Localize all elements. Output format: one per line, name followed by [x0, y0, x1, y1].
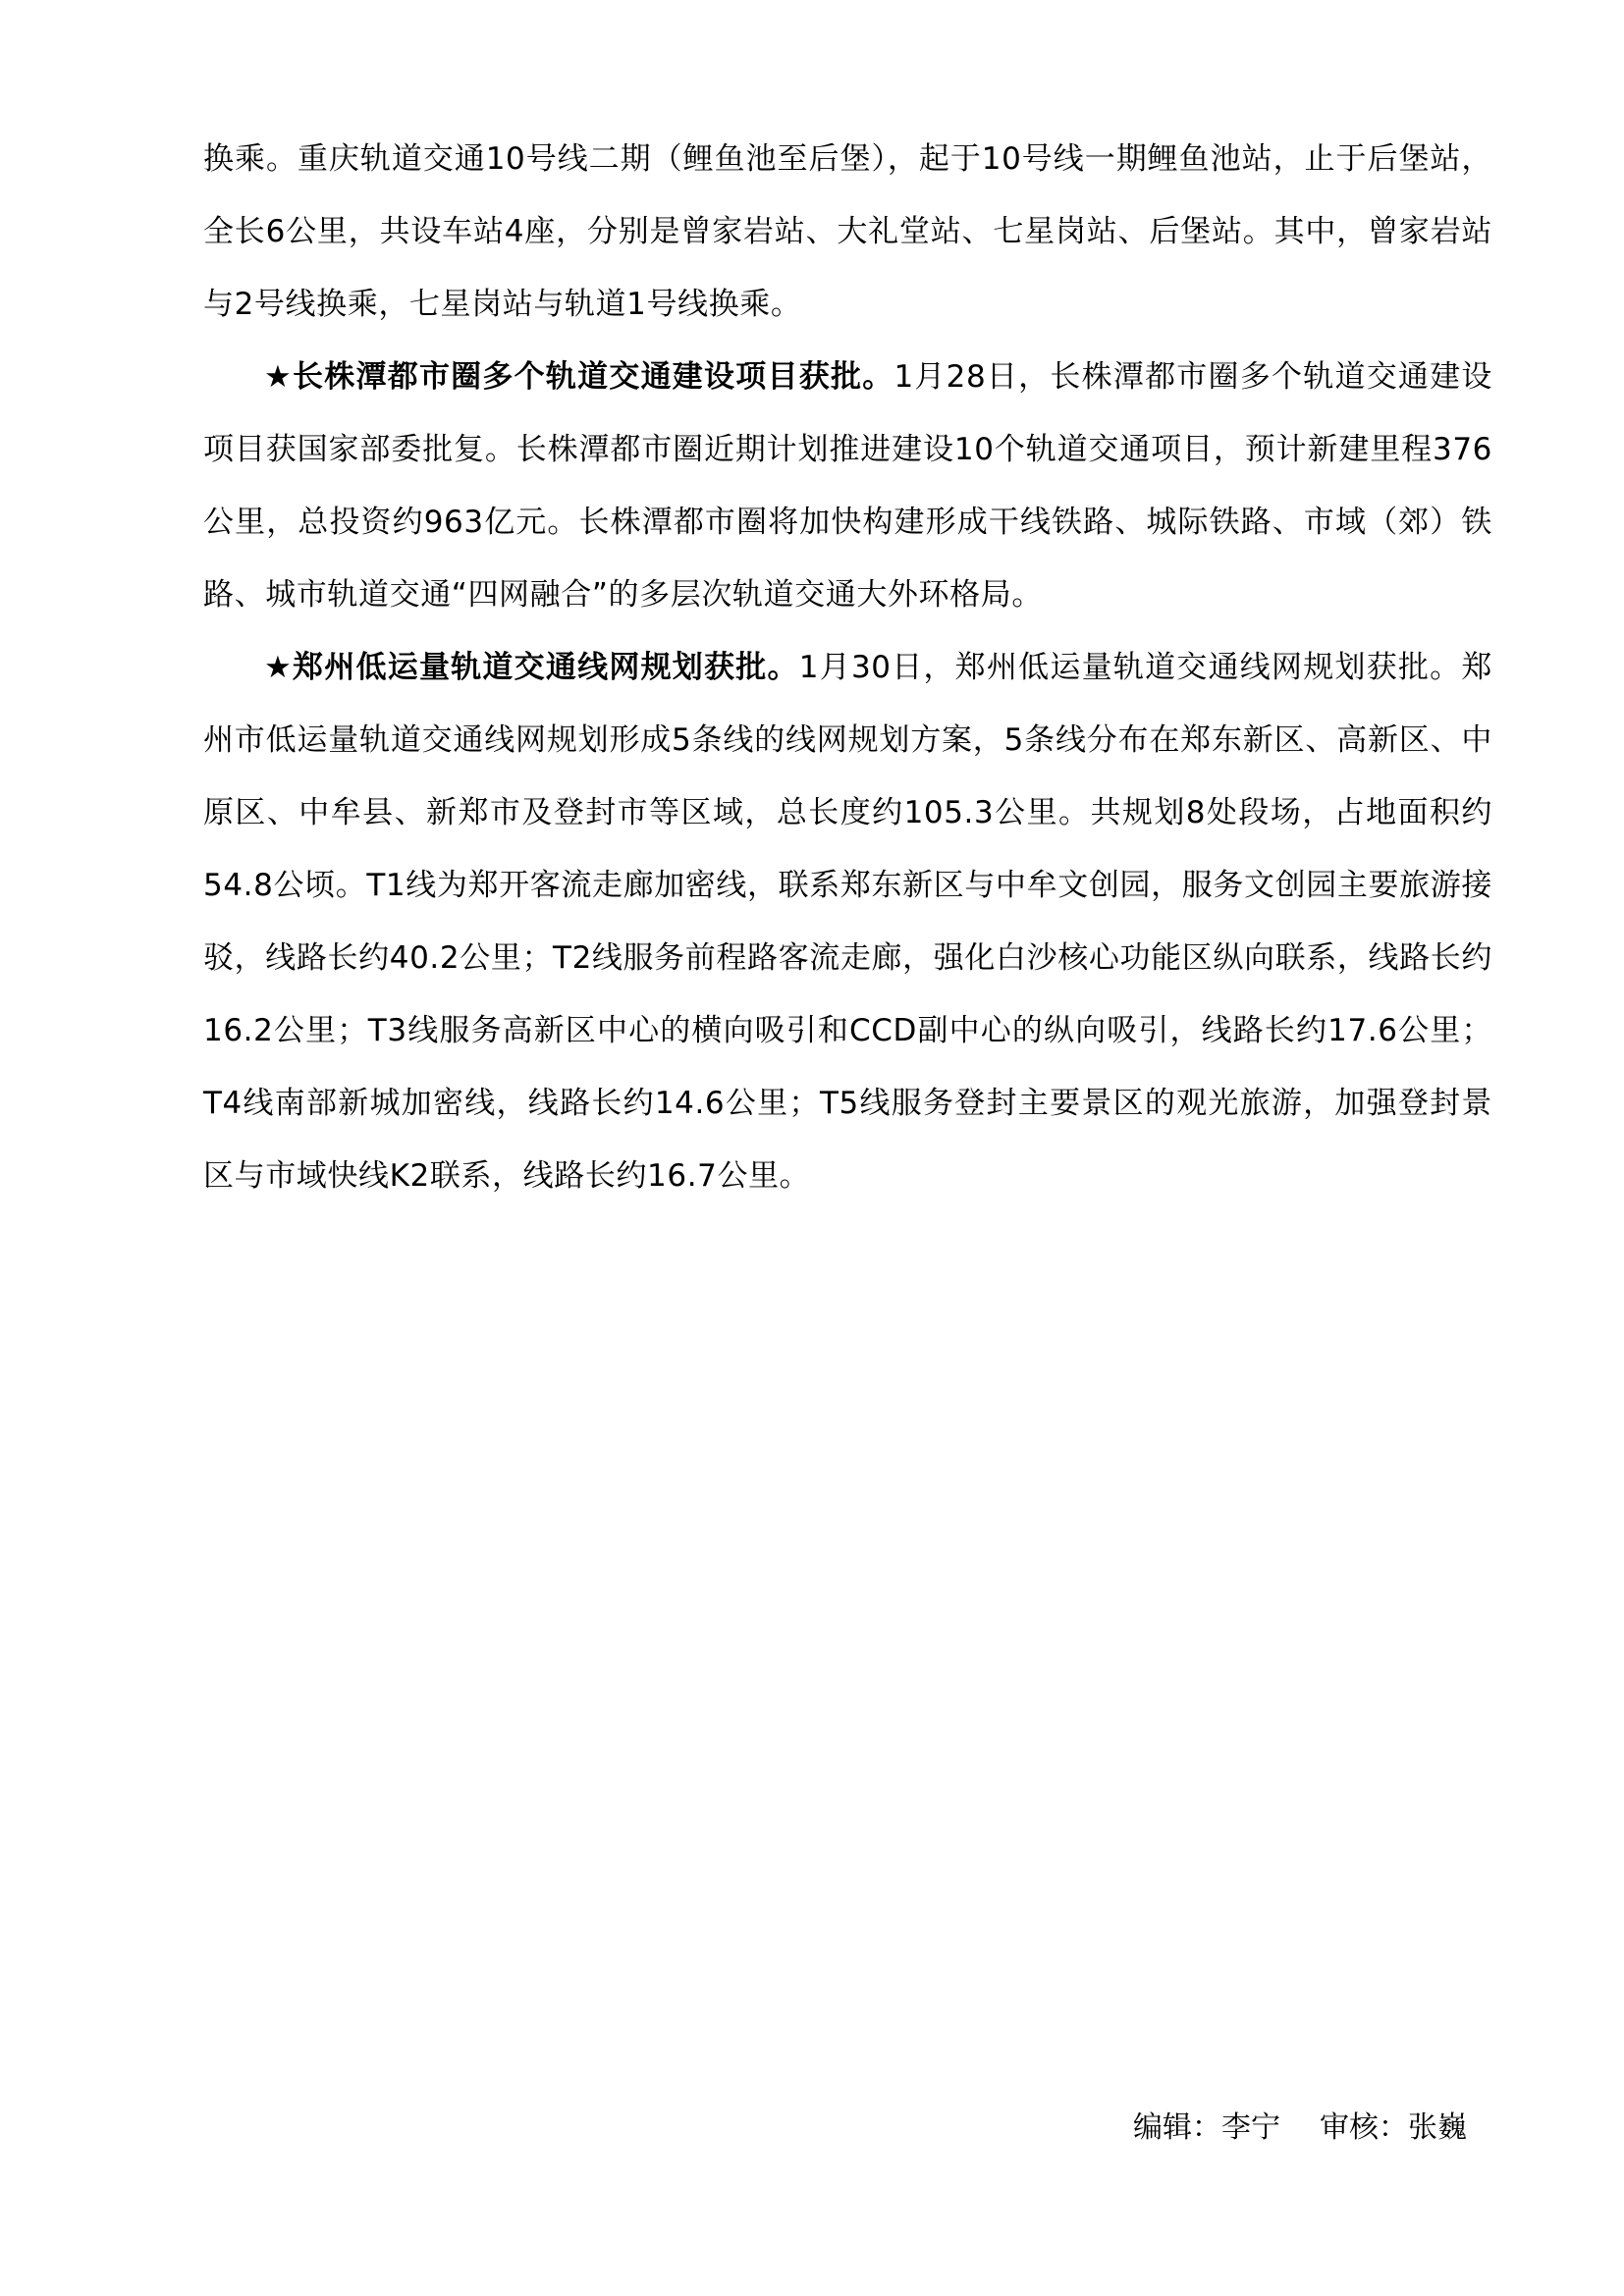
paragraph-changzhutan [203, 341, 1492, 631]
paragraph-text: 1月28日，长株潭都市圈多个轨道交通建设项目获国家部委批复。长株潭都市圈近期计划推进建设10个轨道交通项目，预计新建里程376公里，总投资约963亿元。长株潭都市圈将加快构建形成干线铁路、城际铁路、市域（郊）铁路、城市轨道交通“四网融合”的多层次轨道交通大外环格局。 [203, 359, 1492, 613]
editor-credit: 编辑：李宁 [1133, 2110, 1280, 2145]
paragraph-zhengzhou [203, 631, 1492, 1212]
news-headline: ★郑州低运量轨道交通线网规划获批。 [264, 650, 799, 685]
paragraph-chongqing-line10 [203, 123, 1492, 341]
reviewer-credit: 审核：张巍 [1320, 2110, 1467, 2145]
paragraph-text: 1月30日，郑州低运量轨道交通线网规划获批。郑州市低运量轨道交通线网规划形成5条线的线网规划方案，5条线分布在郑东新区、高新区、中原区、中牟县、新郑市及登封市等区域，总长度约105.3公里。共规划8处段场，占地面积约54.8公顷。T1线为郑开客流走廊加密线，联系郑东新区与中牟文创园，服务文创园主要旅游接驳，线路长约40.2公里；T2线服务前程路客流走廊，强化白沙核心功能区纵向联系，线路长约16.2公里；T3线服务高新区中心的横向吸引和CCD副中心的纵向吸引，线路长约17.6公里；T4线南部新城加密线，线路长约14.6公里；T5线服务登封主要景区的观光旅游，加强登封景区与市域快线K2联系，线路长约16.7公里。 [203, 650, 1492, 1194]
paragraph-text: 换乘。重庆轨道交通10号线二期（鲤鱼池至后堡），起于10号线一期鲤鱼池站，止于后堡站，全长6公里，共设车站4座，分别是曾家岩站、大礼堂站、七星岗站、后堡站。其中，曾家岩站与2号线换乘，七星岗站与轨道1号线换乘。 [203, 141, 1492, 322]
document-body [203, 123, 1492, 1212]
news-headline: ★长株潭都市圈多个轨道交通建设项目获批。 [264, 359, 894, 395]
page-footer [1133, 2109, 1467, 2148]
